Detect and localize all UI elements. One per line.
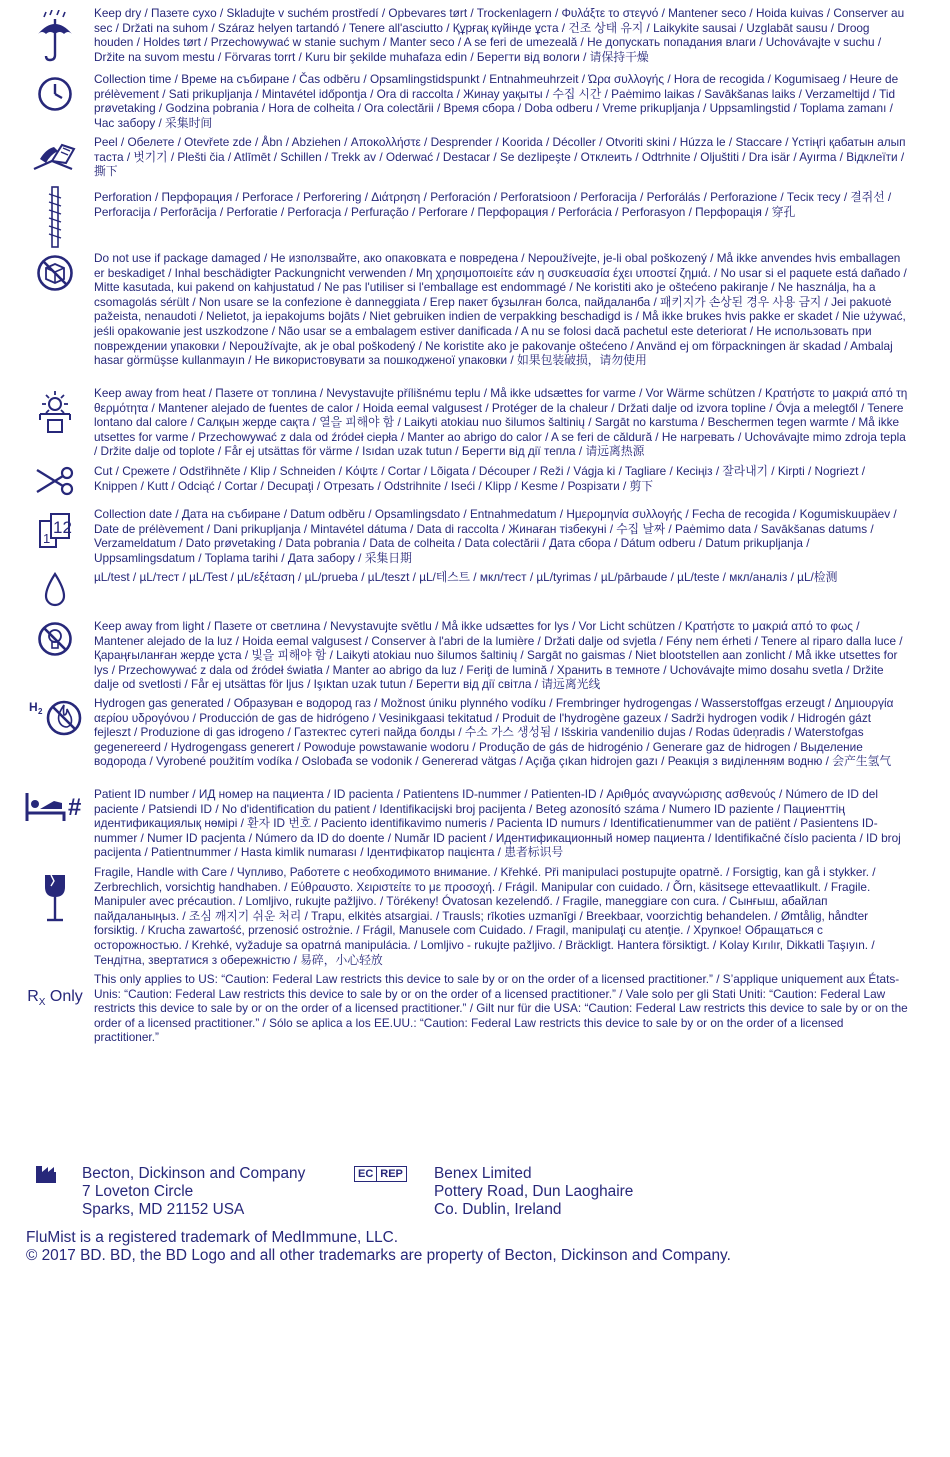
drop-icon bbox=[22, 572, 88, 608]
patient-id-icon bbox=[22, 789, 88, 825]
symbol-description: µL/test / µL/тест / µL/Test / µL/εξέταση / µL/prueba / µL/teszt / µL/테스트 / мкл/тест / µL/tyrimas / µL/pārbaude / µL/teste / мкл/аналіз / µL/检测 bbox=[94, 570, 838, 584]
clock-icon bbox=[22, 76, 88, 112]
svg-text:#: # bbox=[68, 794, 82, 821]
collection-date-icon bbox=[22, 511, 88, 551]
symbol-description: Patient ID number / ИД номер на пациента / ID pacienta / Patientens ID-nummer / Patienten-ID / Αριθμός αναγνώρισης ασθενούς / Número de ID del paciente / Patsiendi ID / No d'identification du patient / Identifikacijski broj pacijenta / Beteg azonosító száma / Numero ID paziente / Пациенттің идентификациялық нөмірі / 환자 ID 번호 / Paciento identifikavimo numeris / Pacienta ID numurs / Identificatienummer van de patiënt / Pasientens ID-nummer / Numer ID pacjenta / Número da ID do doente / Număr ID pacient / Идентификационный номер пациента / Identifikačné číslo pacienta / ID broj pacijenta / Patientnummer / Hasta kimlik numarası / Ідентифікатор пацієнта / 患者标识号 bbox=[94, 787, 901, 860]
symbol-description: Keep dry / Пазете сухо / Skladujte v suchém prostředí / Opbevares tørt / Trockenlagern / Φυλάξτε το στεγνό / Mantener seco / Hoida kuivas / Conserver au sec / Držati na suhom / Száraz helyen tartandó / Tenere all'asciutto / Құрғақ күйінде ұста / 건조 상태 유지 / Laikykite sausai / Uzglabāt sausu / Droog houden / Holdes tørt / Przechowywać w stanie suchym / Manter seco / A se feri de umezeală / Не допускать попадания влаги / Uchovávajte v suchu / Držite na suvom mestu / Förvaras torrt / Kuru bir şekilde muhafaza edin / Берегти від вологи / 请保持干燥 bbox=[94, 6, 905, 64]
ec-rep-city: Co. Dublin, Ireland bbox=[434, 1201, 562, 1218]
fragile-icon bbox=[22, 873, 88, 923]
manufacturer-city: Sparks, MD 21152 USA bbox=[82, 1201, 245, 1218]
do-not-use-if-damaged-icon bbox=[22, 254, 88, 292]
svg-text:2: 2 bbox=[38, 707, 43, 716]
symbol-description: Perforation / Перфорация / Perforace / Perforering / Διάτρηση / Perforación / Perforatsioon / Perforacija / Perforálás / Perforazione / Тесік тесу / 결쥐선 / Perforacija / Perforācija / Perforatie / Perforacja / Perfuração / Perforare / Перфорация / Perforácia / Perforasyon / Перфорація / 穿孔 bbox=[94, 190, 892, 219]
manufacturer-address bbox=[82, 1165, 305, 1219]
rx-only-icon bbox=[22, 988, 88, 1008]
keep-away-from-light-icon bbox=[22, 621, 88, 657]
svg-text:1: 1 bbox=[43, 531, 51, 546]
keep-dry-icon bbox=[22, 10, 88, 62]
manufacturer-name: Becton, Dickinson and Company bbox=[82, 1165, 306, 1182]
symbol-description: Collection date / Дата на събиране / Datum odběru / Opsamlingsdato / Entnahmedatum / Ημερομηνία συλλογής / Fecha de recogida / Kogumiskuupäev / Date de prélèvement / Dani prikupljanja / Mintavétel dátuma / Data di raccolta / Жинаған тізбекуні / 수집 날짜 / Paėmimo data / Savākšanas datums / Verzameldatum / Dato prøvetaking / Data pobrania / Data de colheita / Data colectării / Дата сбора / Dátum odberu / Datum prikupljanja / Uppsamlingsdatum / Toplama tarihi / Дата забору / 采集日期 bbox=[94, 507, 897, 565]
ec-rep-name: Benex Limited bbox=[434, 1165, 532, 1182]
scissors-icon bbox=[22, 466, 88, 496]
hydrogen-gas-icon bbox=[22, 697, 88, 737]
trademark-notice bbox=[26, 1229, 731, 1265]
symbol-description: Do not use if package damaged / Не използвайте, ако опаковката е повредена / Nepoužívejte, je-li obal poškozený / Må ikke anvendes hvis emballagen er beskadiget / Inhal beschädigter Packungnicht verwenden / Μη χρησιμοποιείτε εάν η συσκευασία έχει υποστεί ζημιά. / No usar si el paquete está dañado / Mitte kasutada, kui pakend on kahjustatud / Ne pas l'utiliser si l'emballage est endommagé / Ne koristiti ako je oštećeno pakiranje / Ne használja, ha a csomagolás sérült / Non usare se la confezione è danneggiata / Егер пакет бұзылған болса, пайдаланба / 패키지가 손상된 경우 사용 금지 / Jei pakuotė pažeista, nenaudoti / Nelietot, ja iepakojums bojāts / Niet gebruiken indien de verpakking beschadigd is / Må ikke brukes hvis pakke er skadet / Nie używać, jeśli opakowanie jest uszkodzone / Não usar se a embalagem estiver danificada / A nu se folosi dacă pachetul este deteriorat / Не использовать при повреждении упаковки / Nepoužívajte, ak je obal poškodený / Ne koristite ako je pakovanje oštećeno / Använd ej om förpackningen är skadad / Ambalaj hasar görmüşse kullanmayın / Не використовувати за пошкодженої упаковки / 如果包装破损，请勿使用 bbox=[94, 251, 907, 368]
ec-rep-street: Pottery Road, Dun Laoghaire bbox=[434, 1183, 634, 1200]
svg-text:H: H bbox=[29, 700, 38, 714]
symbol-description: Peel / Обелете / Otevřete zde / Åbn / Abziehen / Αποκολλήστε / Desprender / Koorida / Décoller / Otvoriti skini / Húzza le / Staccare / Үстіңгі қабатын алып таста / 벗기기 / Plešti čia / Atlīmēt / Schillen / Trekk av / Oderwać / Destacar / Se dezlipeşte / Отклеить / Odtrhnite / Oljuštiti / Dra isär / Ayırma / Відклеїти / 撕下 bbox=[94, 135, 906, 179]
manufacturer-icon bbox=[34, 1162, 58, 1189]
svg-text:12: 12 bbox=[53, 518, 72, 537]
symbol-description: Hydrogen gas generated / Образуван е водород газ / Možnost úniku plynného vodíku / Frembringer hydrogengas / Wasserstoffgas erzeugt / Δημιουργία αερίου υδρογόνου / Producción de gas de hidrógeno / Vesinikgaasi tekitatud / Produit de l'hydrogène gazeux / Sadrži hydrogen vodik / Hidrogén gázt fejleszt / Produzione di gas idrogeno / Газтектес сутегі пайда болды / 수소 가스 생성됨 / Išskiria vandenilio dujas / Rodas ūdeņradis / Waterstofgas gegenereerd / Hydrogengass generert / Powoduje powstawanie wodoru / Produção de gás de hidrogénio / Generare gaz de hidrogen / Выделение водорода / Vyrobené použitím vodíka / Oslobađa se vodonik / Genererad vätgas / Açığa çıkan hidrojen gazı / Реакція з виділенням водню / 会产生氢气 bbox=[94, 696, 894, 769]
symbol-description: Keep away from heat / Пазете от топлина / Nevystavujte přílišnému teplu / Må ikke udsættes for varme / Vor Wärme schützen / Κρατήστε το μακριά από τη θερμότητα / Mantener alejado de fuentes de calor / Hoida eemal valgusest / Protéger de la chaleur / Držati dalje od izvora topline / Óvja a melegtől / Tenere lontano dal calore / Салқын жерде сақта / 열을 피해야 함 / Laikyti atokiau nuo šilumos šaltinių / Sargāt no karstuma / Beschermen tegen warmte / Må ikke utsettes for varme / Przechowywać z dala od źródeł ciepła / Manter ao abrigo do calor / A se feri de căldură / Не нагревать / Uchovávajte mimo zdroja tepla / Držite dalje od toplote / Får ej utsättas för värme / Isıdan uzak tutun / Берегти від дії тепла / 请远离热源 bbox=[94, 386, 908, 459]
symbol-description: Keep away from light / Пазете от светлина / Nevystavujte světlu / Må ikke udsættes for lys / Vor Licht schützen / Κρατήστε το μακριά από το φως / Mantener alejado de la luz / Hoida eemal valgusest / Conserver à l'abri de la lumière / Držati dalje od svjetla / Fény nem érheti / Tenere al riparo dalla luce / Қараңғыланған жерде ұста / 빛을 피해야 함 / Laikyti atokiau nuo šilumos šaltinių / Sargāt no gaismas / Niet blootstellen aan zonlicht / Må ikke utsettes for lys / Przechowywać z dala od źródeł światła / Manter ao abrigo da luz / Feriţi de lumină / Хранить в темноте / Uchovávajte mimo dosahu svetla / Držite dalje od svetlosti / Får ej utsättas för ljus / Işıktan uzak tutun / Берегти від дії світла / 请远离光线 bbox=[94, 619, 903, 692]
ec-rep-icon: EC REP bbox=[354, 1166, 407, 1182]
symbol-description: Collection time / Време на събиране / Čas odběru / Opsamlingstidspunkt / Entnahmeuhrzeit / Ώρα συλλογής / Hora de recogida / Kogumisaeg / Heure de prélèvement / Sati prikupljanja / Mintavétel időpontja / Ora di raccolta / Жинау уақыты / 수집 시간 / Paėmimo laikas / Savākšanas laiks / Verzameltijd / Tid prøvetaking / Godzina pobrania / Hora de colheita / Ora colectării / Время сбора / Doba odberu / Vreme prikupljanja / Uppsamlingstid / Toplama zamanı / Час забору / 采集时间 bbox=[94, 72, 899, 130]
keep-away-from-heat-icon bbox=[22, 390, 88, 434]
manufacturer-street: 7 Loveton Circle bbox=[82, 1183, 194, 1200]
symbol-description: Fragile, Handle with Care / Чупливо, Работете с необходимото внимание. / Křehké. Při manipulaci postupujte opatrně. / Forsigtig, kan gå i stykker. / Zerbrechlich, vorsichtig handhaben. / Εύθραυστο. Χειριστείτε το με προσοχή. / Frágil. Manipular con cuidado. / Õrn, käsitsege ettevaatlikult. / Fragile. Manipuler avec précaution. / Lomljivo, rukujte pažljivo. / Törékeny! Óvatosan kezelendő. / Fragile, maneggiare con cura. / Сынғыш, абайлап пайдаланыңыз. / 조심 깨지기 쉬운 처리 / Trapu, elkitės atsargiai. / Trausls; rīkoties uzmanīgi / Breekbaar, voorzichtig behandelen. / Ømtålig, håndter forsiktig. / Krucha zawartość, przenosić ostrożnie. / Frágil, Manusele com Cuidado. / Fragil, manipulaţi cu atenţie. / Хрупкое! Обращаться с осторожностью. / Krehké, vyžaduje sa opatrná manipulácia. / Lomljivo - rukujte pažljivo. / Bräckligt. Hantera försiktigt. / Kolay Kırılır, Dikkatli Taşıyın. / Тендітна, звертатися з обережністю / 易碎，小心轻放 bbox=[94, 865, 876, 967]
ec-rep-address bbox=[434, 1165, 633, 1219]
symbol-description: Cut / Срежете / Odstřihněte / Klip / Schneiden / Κόψτε / Cortar / Lõigata / Découper / Reži / Vágja ki / Tagliare / Кесіңіз / 잘라내기 / Kirpti / Nogriezt / Knippen / Kutt / Odciąć / Cortar / Decupaţi / Отрезать / Odstrihnite / Iseći / Klipp / Kesme / Розрізати / 剪下 bbox=[94, 464, 866, 493]
rx-only-label: $R_X$ Only bbox=[27, 988, 83, 1009]
copyright-text: © 2017 BD. BD, the BD Logo and all other trademarks are property of Becton, Dickinson and Company. bbox=[26, 1247, 731, 1264]
symbol-description: This only applies to US: “Caution: Federal Law restricts this device to sale by or on the order of a licensed practitioner.” / S’applique uniquement aux États-Unis: “Caution: Federal Law restricts this device to sale by or on the order of a licensed practitioner.” / Vale solo per gli Stati Uniti: “Caution: Federal Law restricts this device to sale by or on the order of a licensed practitioner.” / Gilt nur für die USA: “Caution: Federal Law restricts this device to sale by or on the order of a licensed practitioner.” / Sólo se aplica a los EE.UU.: “Caution: Federal Law restricts this device to sale by or on the order of a licensed practitioner.” bbox=[94, 972, 908, 1045]
peel-icon bbox=[22, 137, 88, 175]
trademark-text: FluMist is a registered trademark of MedImmune, LLC. bbox=[26, 1229, 399, 1246]
perforation-icon bbox=[22, 186, 88, 248]
